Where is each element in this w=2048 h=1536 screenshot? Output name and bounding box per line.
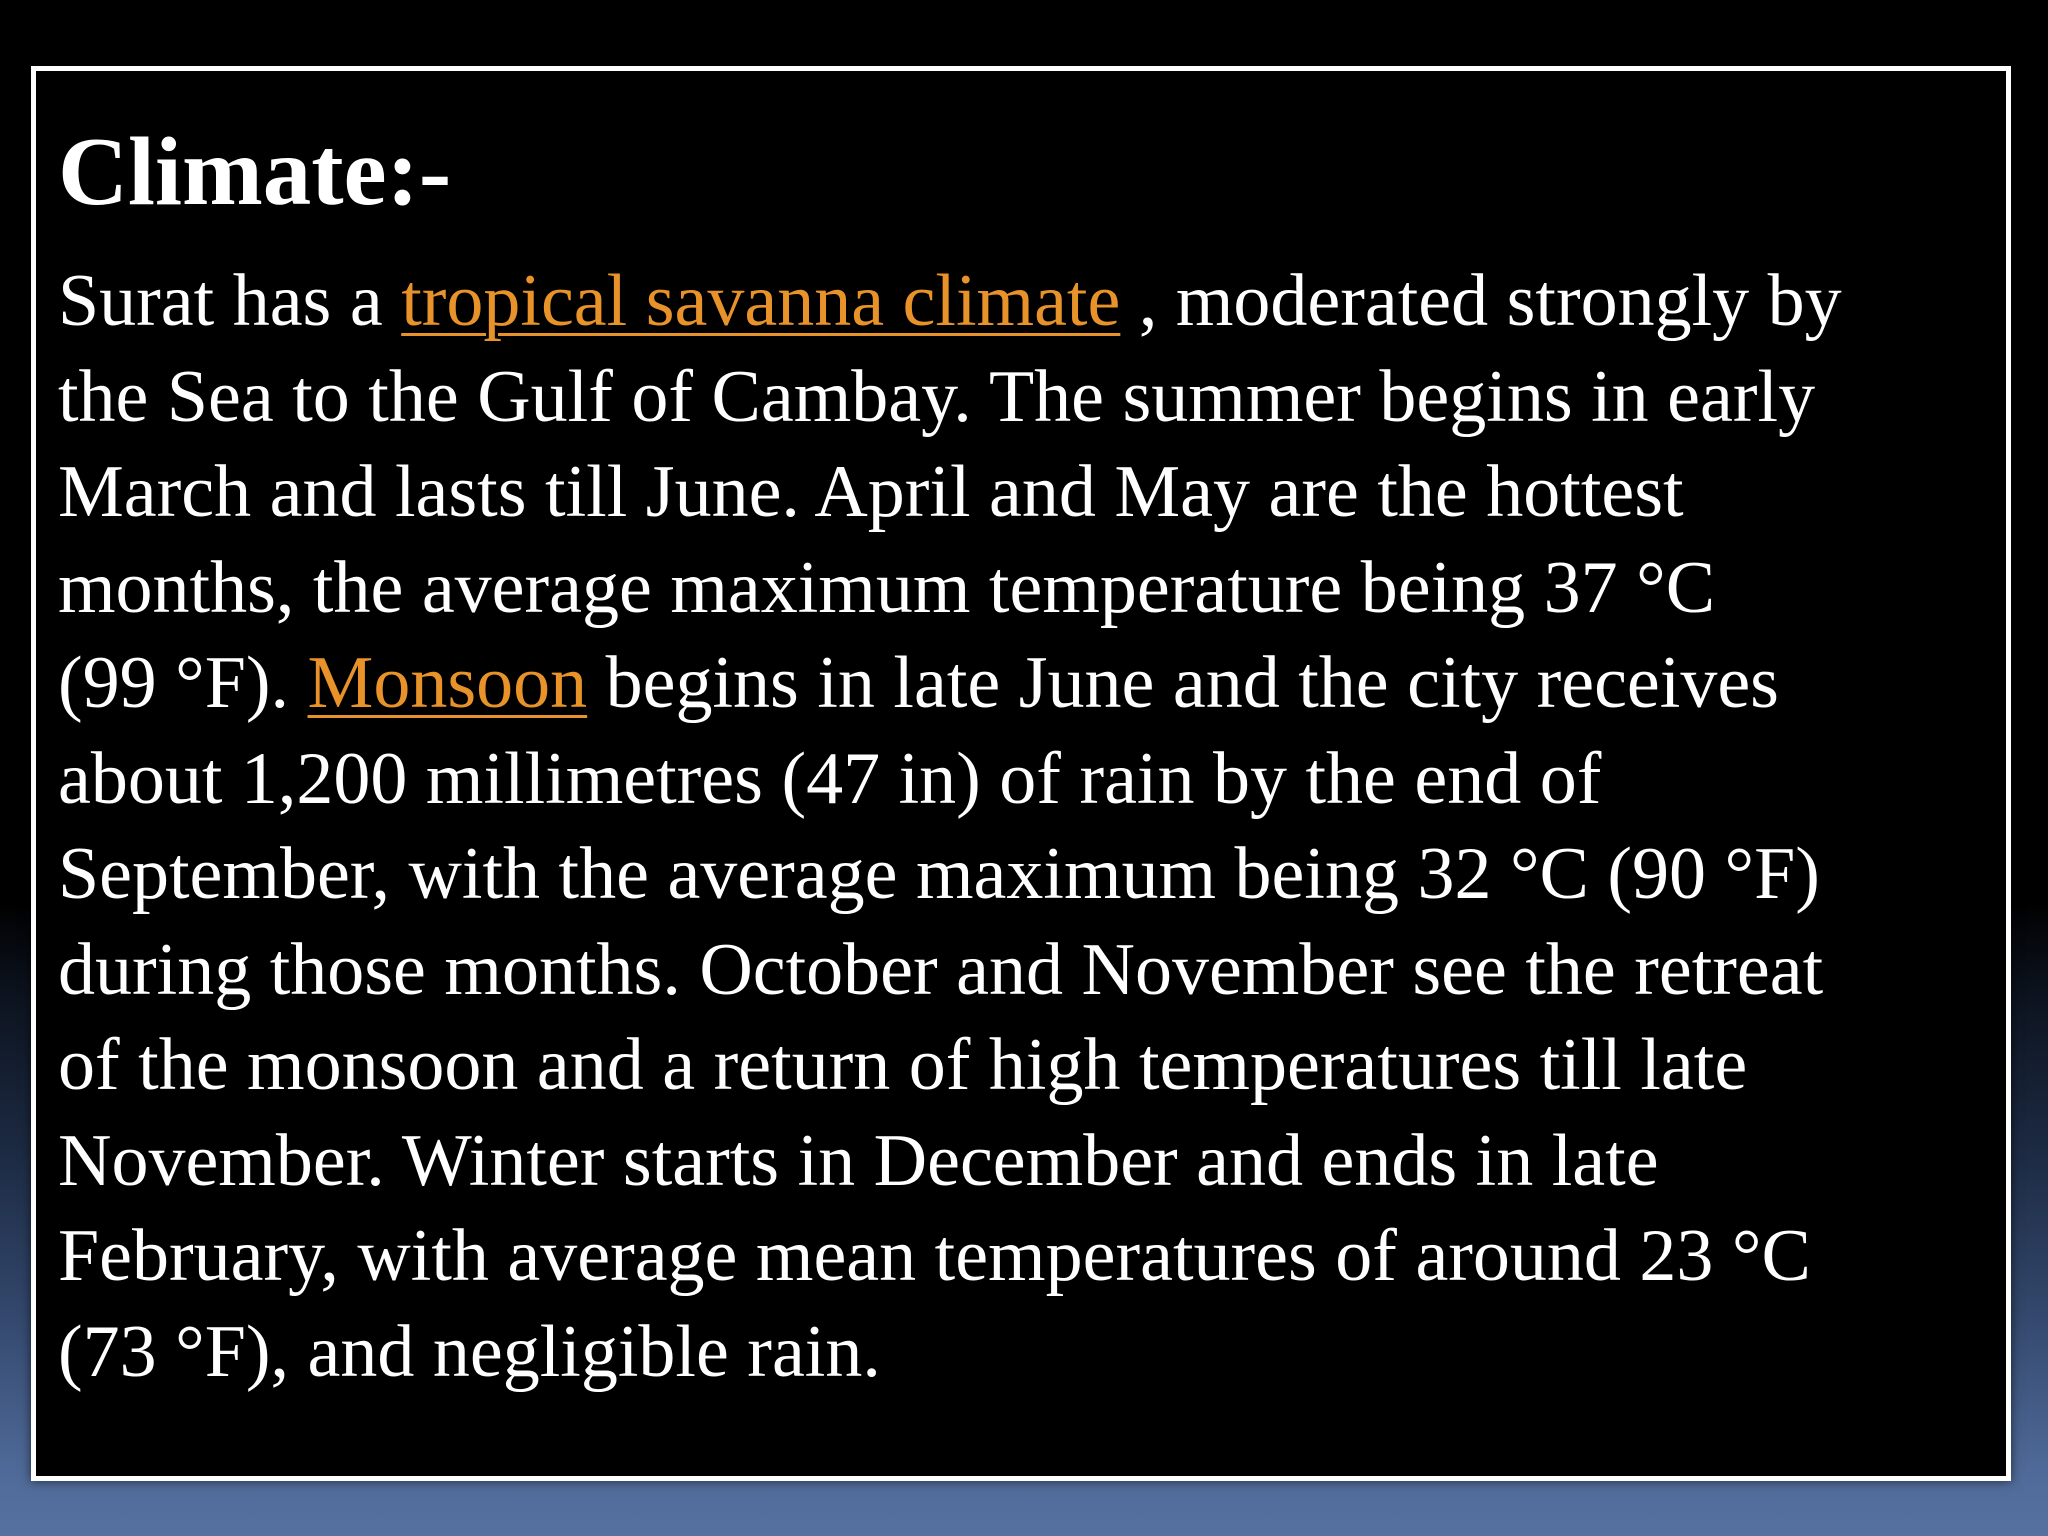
slide-content-panel xyxy=(31,66,2011,1481)
monsoon-link[interactable]: Monsoon xyxy=(307,642,588,724)
line-5-end: begins in late June and the city receives xyxy=(587,642,1779,724)
paragraph-line-10: November. Winter starts in December and ends in late xyxy=(58,1119,1659,1202)
paragraph-line-2: the Sea to the Gulf of Cambay. The summer begins in early xyxy=(58,355,1816,438)
paragraph-line-6: about 1,200 millimetres (47 in) of rain by the end of xyxy=(58,737,1602,820)
paragraph-line-4: months, the average maximum temperature being 37 °C xyxy=(58,546,1716,629)
tropical-savanna-climate-link[interactable]: tropical savanna climate xyxy=(401,260,1121,342)
paragraph-line-1 xyxy=(58,254,1988,350)
line-1-start: Surat has a xyxy=(58,260,402,342)
paragraph-line-9: of the monsoon and a return of high temperatures till late xyxy=(58,1024,1748,1106)
paragraph-line-12: (73 °F), and negligible rain. xyxy=(58,1310,881,1393)
climate-paragraph xyxy=(58,254,1988,1400)
paragraph-line-7: September, with the average maximum being 32 °C (90 °F) xyxy=(58,833,1820,915)
paragraph-line-11: February, with average mean temperatures of around 23 °C xyxy=(58,1215,1811,1297)
paragraph-line-3: March and lasts till June. April and May are the hottest xyxy=(58,451,1684,533)
line-5-start: (99 °F). xyxy=(58,642,308,724)
paragraph-line-8: during those months. October and November see the retreat xyxy=(58,928,1824,1011)
line-1-end: , moderated strongly by xyxy=(1120,260,1842,342)
paragraph-line-5 xyxy=(58,636,1988,732)
slide-title: Climate:- xyxy=(58,118,452,225)
